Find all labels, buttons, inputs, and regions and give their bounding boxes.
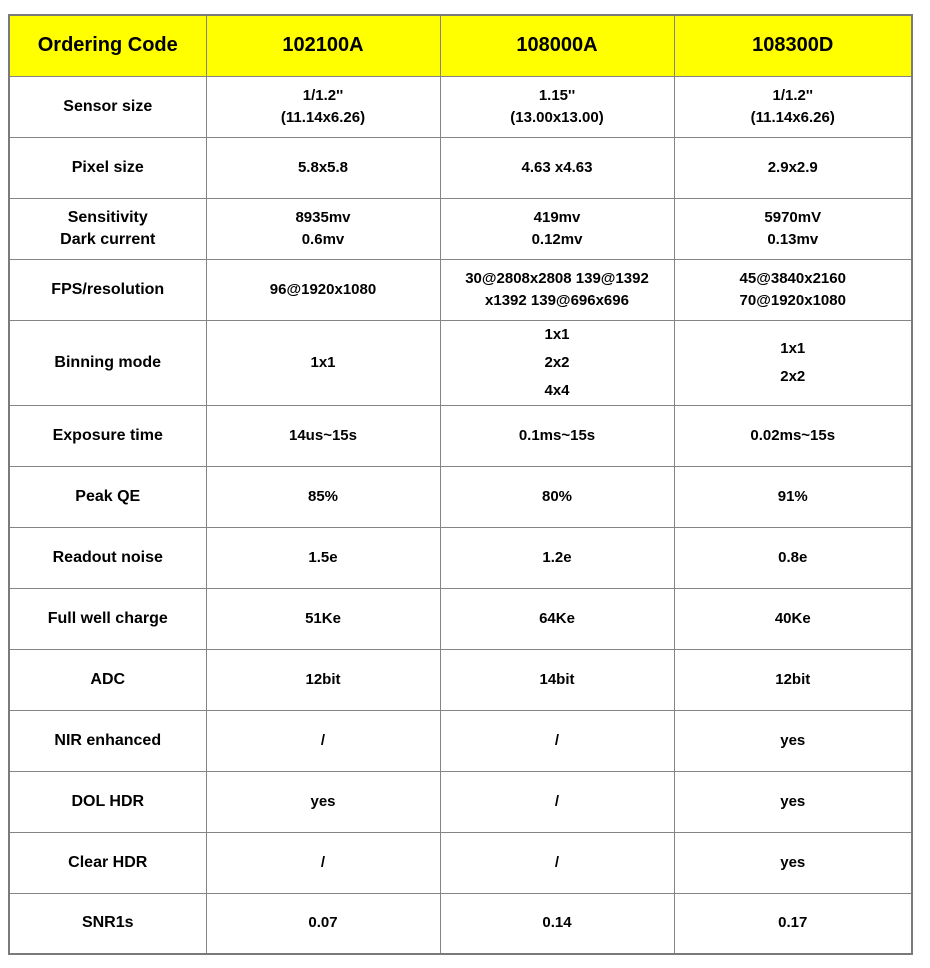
value-cell [440,527,674,588]
cell-line: Pixel size [71,158,144,176]
value-cell [206,320,440,405]
cell-line: 40Ke [774,609,811,627]
cell-line: 419mv [533,208,581,226]
cell-line: 14bit [539,670,575,688]
row-label [9,893,206,954]
cell-line: x1392 139@696x696 [485,291,629,309]
cell-line: 0.02ms~15s [750,426,836,444]
cell-line: 70@1920x1080 [739,291,846,309]
cell-line: / [554,853,560,871]
cell-line: 1x1 [780,339,806,357]
value-cell [440,320,674,405]
header-col-102100A: 102100A [206,15,440,76]
cell-line: / [554,731,560,749]
cell-line: Peak QE [75,487,141,505]
cell-line: 14us~15s [289,426,357,444]
cell-line: yes [780,792,806,810]
cell-line: yes [310,792,336,810]
cell-line: Sensitivity [67,208,148,226]
cell-line: 1.2e [542,548,572,566]
cell-line: 0.13mv [767,230,819,248]
cell-line: Binning mode [54,353,162,371]
cell-line: NIR enhanced [54,731,162,749]
header-col-108300D: 108300D [674,15,912,76]
value-cell [206,588,440,649]
value-cell [206,527,440,588]
cell-line: (11.14x6.26) [280,108,366,126]
value-cell [674,588,912,649]
cell-line: 0.07 [308,914,338,932]
cell-line: 1.5e [308,548,338,566]
value-cell [206,405,440,466]
value-cell [440,893,674,954]
cell-line: 1x1 [310,353,336,371]
cell-line: 0.17 [778,914,808,932]
sensor-spec-table [8,14,913,955]
cell-line: Sensor size [63,97,153,115]
cell-line: 0.6mv [301,230,345,248]
cell-line: yes [780,853,806,871]
cell-line: 1/1.2'' [302,86,344,104]
cell-line: 64Ke [539,609,575,627]
cell-line: DOL HDR [71,792,145,810]
table-row [9,76,912,137]
cell-line: ADC [90,670,126,688]
cell-line: 2x2 [544,353,570,371]
table-row [9,649,912,710]
table-row [9,466,912,527]
table-row [9,320,912,405]
value-cell [206,649,440,710]
cell-line: 5.8x5.8 [297,158,349,176]
cell-line: Clear HDR [68,853,148,871]
cell-line: 0.1ms~15s [518,426,596,444]
value-cell [440,198,674,259]
table-row [9,710,912,771]
value-cell [674,320,912,405]
table-row [9,527,912,588]
value-cell [206,893,440,954]
cell-line: 12bit [305,670,341,688]
value-cell [674,466,912,527]
table-row [9,259,912,320]
row-label [9,405,206,466]
cell-line: 0.12mv [531,230,583,248]
row-label [9,588,206,649]
value-cell [440,649,674,710]
value-cell [206,710,440,771]
cell-line: 4.63 x4.63 [521,158,593,176]
value-cell [206,76,440,137]
cell-line: 2x2 [780,367,806,385]
value-cell [440,76,674,137]
value-cell [674,527,912,588]
value-cell [206,137,440,198]
value-cell [674,198,912,259]
cell-line: 51Ke [305,609,341,627]
table-row [9,405,912,466]
value-cell [440,466,674,527]
cell-line: Readout noise [52,548,163,566]
header-ordering-code: Ordering Code [9,15,206,76]
cell-line: FPS/resolution [51,280,165,298]
cell-line: 2.9x2.9 [767,158,818,176]
value-cell [674,137,912,198]
value-cell [440,832,674,893]
value-cell [440,259,674,320]
cell-line: 1.15'' [538,86,576,104]
row-label [9,466,206,527]
table-row [9,588,912,649]
value-cell [674,259,912,320]
cell-line: (11.14x6.26) [750,108,835,126]
cell-line: 8935mv [295,208,351,226]
cell-line: / [554,792,560,810]
cell-line: 4x4 [544,381,570,399]
cell-line: 30@2808x2808 139@1392 [465,269,649,287]
cell-line: Exposure time [52,426,163,444]
cell-line: Full well charge [47,609,168,627]
row-label [9,710,206,771]
cell-line: 80% [541,487,573,505]
value-cell [674,405,912,466]
cell-line: 85% [307,487,339,505]
value-cell [440,588,674,649]
value-cell [440,771,674,832]
value-cell [674,893,912,954]
table-row [9,771,912,832]
cell-line: 96@1920x1080 [269,280,377,298]
cell-line: 1/1.2'' [772,86,813,104]
value-cell [206,832,440,893]
cell-line: 0.8e [778,548,808,566]
row-label [9,259,206,320]
row-label [9,198,206,259]
cell-line: 91% [777,487,808,505]
cell-line: 1x1 [544,325,570,343]
row-label [9,320,206,405]
cell-line: yes [780,731,806,749]
cell-line: 5970mV [764,208,822,226]
cell-line: / [320,731,326,749]
row-label [9,527,206,588]
table-row [9,137,912,198]
row-label [9,771,206,832]
table-row [9,832,912,893]
value-cell [674,649,912,710]
value-cell [206,771,440,832]
value-cell [440,710,674,771]
row-label [9,137,206,198]
value-cell [440,405,674,466]
value-cell [206,466,440,527]
header-row [9,15,912,76]
cell-line: Dark current [60,230,156,248]
cell-line: / [320,853,326,871]
value-cell [674,771,912,832]
cell-line: 12bit [775,670,811,688]
header-col-108000A: 108000A [440,15,674,76]
table-row [9,893,912,954]
cell-line: 45@3840x2160 [739,269,846,287]
cell-line: (13.00x13.00) [510,108,604,126]
row-label [9,76,206,137]
value-cell [440,137,674,198]
row-label [9,649,206,710]
value-cell [674,76,912,137]
value-cell [206,198,440,259]
value-cell [674,710,912,771]
value-cell [674,832,912,893]
cell-line: SNR1s [81,914,134,932]
row-label [9,832,206,893]
table-row [9,198,912,259]
value-cell [206,259,440,320]
cell-line: 0.14 [542,914,572,932]
spec-table-body [9,76,912,954]
